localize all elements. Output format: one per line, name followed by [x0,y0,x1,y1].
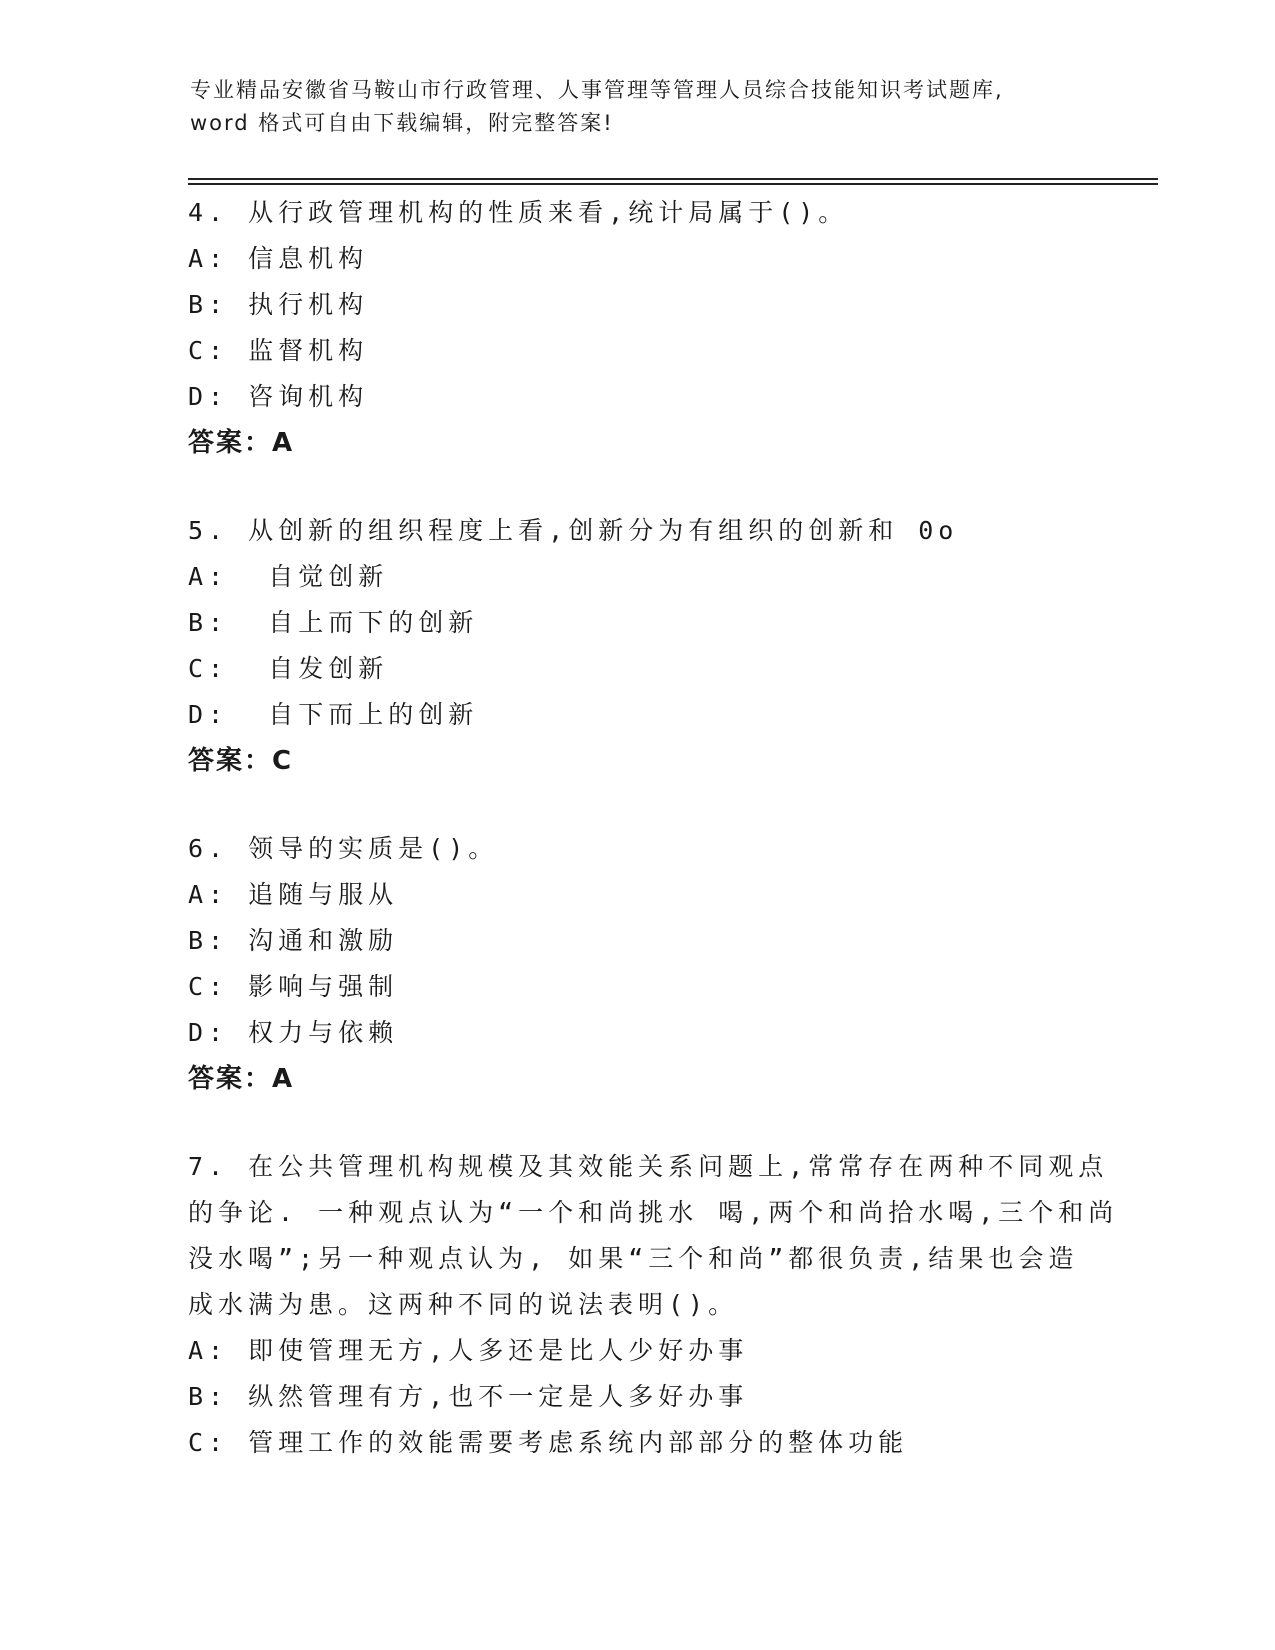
option-c: C: 影响与强制 [188,972,399,1001]
question-5 [188,508,1088,784]
question-stem [188,826,1088,872]
question-stem [188,508,1088,554]
stem-line: 的争论. 一种观点认为“一个和尚挑水 喝,两个和尚拾水喝,三个和尚 [188,1198,1119,1227]
option-d: D: 咨询机构 [188,382,369,411]
option-b: B: 纵然管理有方,也不一定是人多好办事 [188,1382,749,1411]
header-line-2: word 格式可自由下载编辑，附完整答案! [190,111,614,135]
answer-label: 答案：C [188,746,294,776]
header-divider-bottom [188,183,1158,185]
question-list [188,190,1119,1508]
option-d: D: 自下而上的创新 [188,700,479,729]
option-c: C: 管理工作的效能需要考虑系统内部部分的整体功能 [188,1428,909,1457]
stem-line: 5. 从创新的组织程度上看,创新分为有组织的创新和 0o [188,516,959,545]
stem-line: 成水满为患。这两种不同的说法表明()。 [188,1290,739,1319]
answer-label: 答案：A [188,428,295,458]
question-7 [188,1144,1119,1466]
header-line-1: 专业精品安徽省马鞍山市行政管理、人事管理等管理人员综合技能知识考试题库, [190,78,1004,102]
stem-line: 7. 在公共管理机构规模及其效能关系问题上,常常存在两种不同观点 [188,1152,1109,1181]
option-a: A: 追随与服从 [188,880,399,909]
stem-line: 没水喝”;另一种观点认为, 如果“三个和尚”都很负责,结果也会造 [188,1244,1079,1273]
option-d: D: 权力与依赖 [188,1018,399,1047]
question-stem [188,1144,1119,1328]
question-6 [188,826,1088,1102]
answer-label: 答案：A [188,1064,295,1094]
question-stem [188,190,1088,236]
option-b: B: 执行机构 [188,290,369,319]
option-b: B: 自上而下的创新 [188,608,479,637]
option-c: C: 自发创新 [188,654,389,683]
option-a: A: 自觉创新 [188,562,389,591]
option-c: C: 监督机构 [188,336,369,365]
header-divider-top [188,178,1158,180]
stem-line: 4. 从行政管理机构的性质来看,统计局属于()。 [188,198,849,227]
stem-line: 6. 领导的实质是()。 [188,834,499,863]
question-4 [188,190,1088,466]
document-header [190,74,1090,140]
option-a: A: 信息机构 [188,244,369,273]
option-b: B: 沟通和激励 [188,926,399,955]
option-a: A: 即使管理无方,人多还是比人少好办事 [188,1336,749,1365]
